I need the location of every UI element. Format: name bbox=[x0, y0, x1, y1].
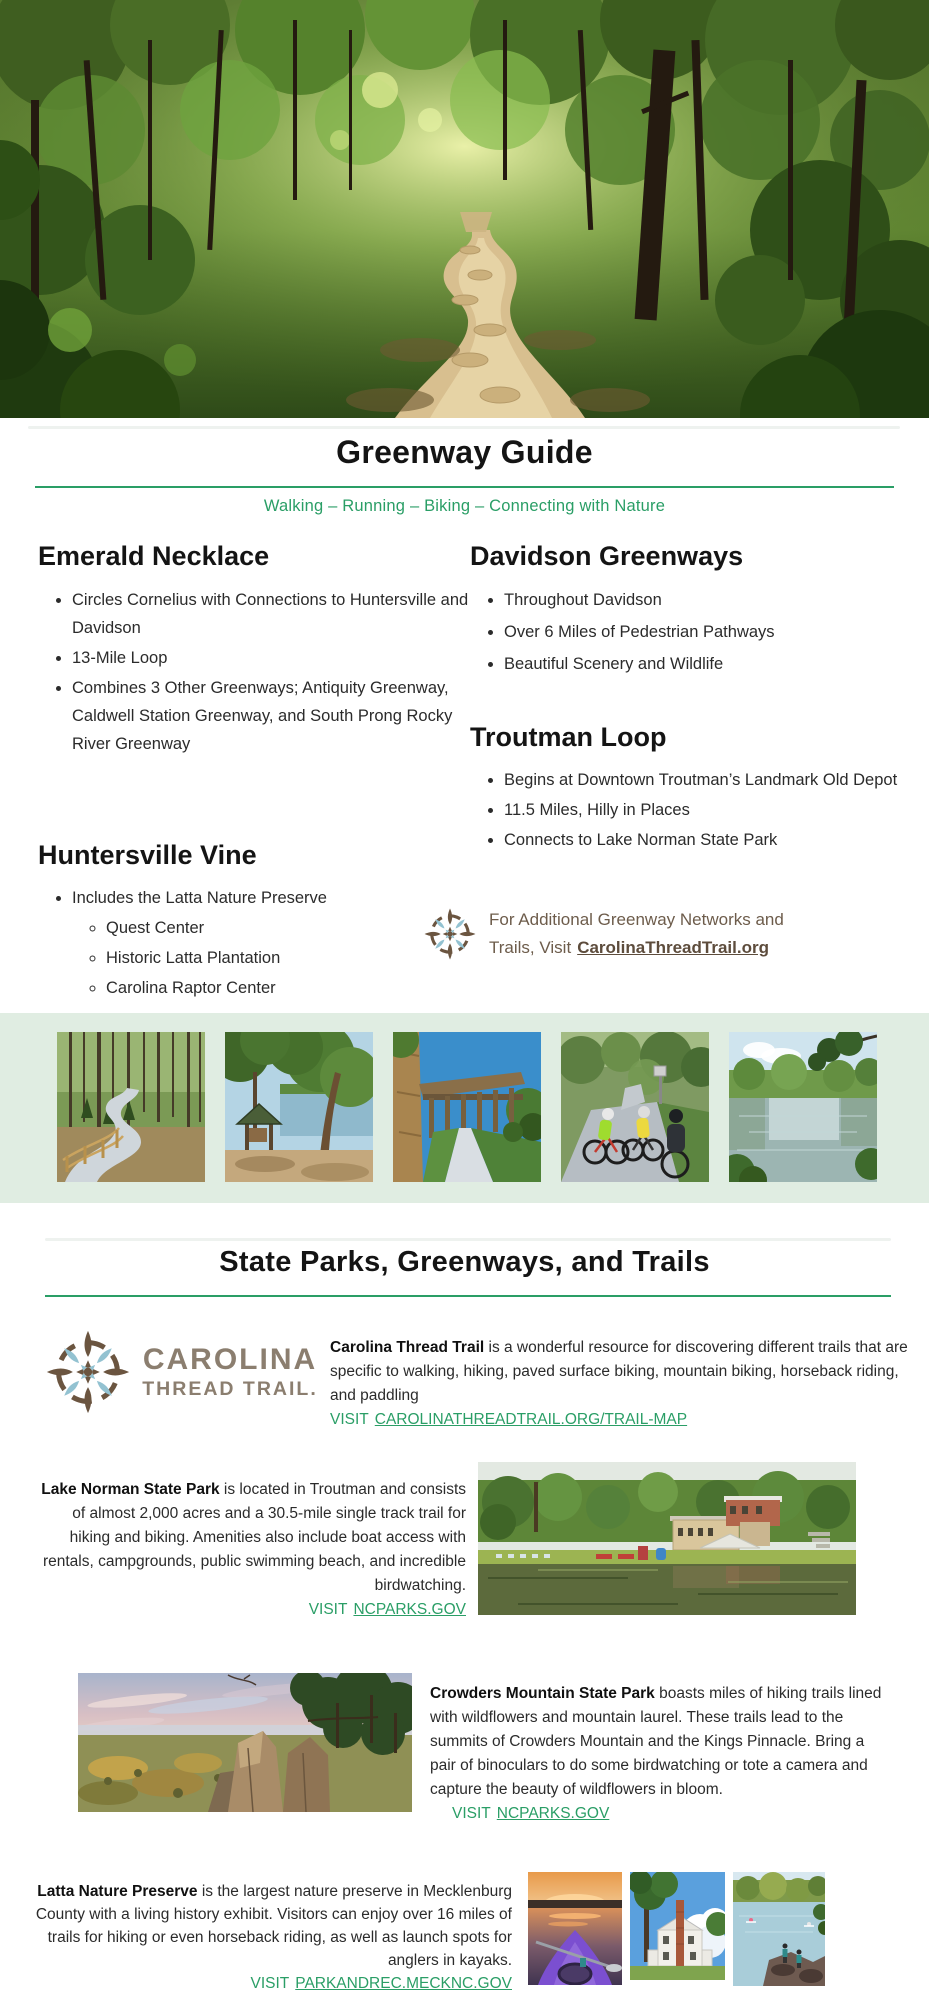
lake-norman-description bbox=[38, 1478, 466, 1622]
strip-photo-winding-trail bbox=[57, 1032, 205, 1182]
carolina-thread-trail-logo bbox=[46, 1330, 130, 1414]
troutman-loop-list bbox=[474, 766, 904, 856]
ncparks-link[interactable]: NCPARKS.GOV bbox=[496, 1805, 610, 1822]
carolina-thread-trail-logo-icon bbox=[424, 908, 476, 960]
strip-photo-cyclists bbox=[561, 1032, 709, 1182]
carolinathreadtrail-map-link[interactable]: CAROLINATHREADTRAIL.ORG/TRAIL-MAP bbox=[374, 1411, 688, 1428]
huntersville-vine-sublist bbox=[72, 914, 472, 1002]
note-line2-prefix: Trails, Visit bbox=[489, 938, 572, 957]
park-text: is a wonderful resource for discovering different trails that are specific to walking, hiking, paved surface biking, mountain biking, horseback riding, and paddling bbox=[330, 1339, 908, 1404]
ncparks-link[interactable]: NCPARKS.GOV bbox=[353, 1601, 466, 1618]
park-text: is the largest nature preserve in Mecklenburg County with a living history exhibit. Visitors can enjoy over 16 miles of trails for hiking or even horseback riding, as well as launch spots for anglers in kayaks. bbox=[35, 1883, 512, 1969]
divider bbox=[45, 1238, 891, 1241]
state-parks-title-wrap bbox=[0, 1246, 929, 1279]
bullet-item: • 11.5 Miles, Hilly in Places bbox=[504, 796, 904, 824]
park-name: Lake Norman State Park bbox=[41, 1481, 220, 1498]
visit-label: VISIT bbox=[250, 1975, 290, 1992]
latta-photo-lake-shore bbox=[733, 1872, 825, 1986]
bullet-item: • 13-Mile Loop bbox=[72, 644, 472, 672]
troutman-loop-title: Troutman Loop bbox=[470, 722, 667, 752]
emerald-necklace-list bbox=[42, 586, 472, 760]
davidson-greenways-list bbox=[474, 585, 904, 681]
page-subtitle: Walking – Running – Biking – Connecting with Nature bbox=[263, 497, 666, 515]
latta-description bbox=[30, 1880, 512, 1995]
visit-line bbox=[330, 1408, 908, 1432]
park-text: boasts miles of hiking trails lined with wildflowers and mountain laurel. These trails lead to the summits of Crowders Mountain and the Kings Pinnacle. Bring a pair of binoculars to do some birdwatching or tote a camera and capture the beauty of wildflowers in bloom. bbox=[430, 1685, 882, 1798]
bullet-item: • Connects to Lake Norman State Park bbox=[504, 826, 904, 854]
carolinathreadtrail-link[interactable]: CarolinaThreadTrail.org bbox=[577, 938, 769, 957]
note-line1: For Additional Greenway Networks and bbox=[489, 910, 784, 929]
carolina-thread-trail-description bbox=[330, 1336, 908, 1432]
park-name: Carolina Thread Trail bbox=[330, 1339, 485, 1356]
park-name: Latta Nature Preserve bbox=[37, 1883, 198, 1900]
wordmark-line2: THREAD TRAIL. bbox=[142, 1377, 318, 1400]
state-parks-underline bbox=[45, 1295, 891, 1297]
bullet-item: • Circles Cornelius with Connections to Huntersville and Davidson bbox=[72, 586, 472, 642]
davidson-greenways-title: Davidson Greenways bbox=[470, 541, 744, 571]
strip-photo-lake-view bbox=[729, 1032, 877, 1182]
park-text: is located in Troutman and consists of almost 2,000 acres and a 30.5-mile single track trail for hiking and biking. Amenities also include boat access with rentals, campgrounds, public swimming beach, and incredible birdwatching. bbox=[42, 1481, 466, 1594]
strip-photo-covered-bridge bbox=[393, 1032, 541, 1182]
hero-forest-trail-photo bbox=[0, 0, 929, 418]
note-line2 bbox=[489, 934, 784, 962]
note-text bbox=[489, 906, 784, 962]
sub-bullet-item: ◦ Historic Latta Plantation bbox=[106, 944, 472, 972]
parkandrec-link[interactable]: PARKANDREC.MECKNC.GOV bbox=[295, 1975, 512, 1992]
visit-line bbox=[452, 1805, 609, 1822]
lake-norman-photo bbox=[478, 1462, 856, 1615]
visit-line bbox=[38, 1598, 466, 1622]
park-name: Crowders Mountain State Park bbox=[430, 1685, 655, 1702]
latta-photo-historic-plantation bbox=[630, 1872, 725, 1980]
state-parks-title: State Parks, Greenways, and Trails bbox=[219, 1246, 710, 1278]
visit-label: VISIT bbox=[308, 1601, 348, 1618]
visit-line bbox=[30, 1972, 512, 1995]
wordmark-line1: CAROLINA bbox=[142, 1343, 318, 1376]
huntersville-vine-title: Huntersville Vine bbox=[38, 840, 257, 870]
bullet-item: • Throughout Davidson bbox=[504, 585, 904, 615]
bullet-item: • Combines 3 Other Greenways; Antiquity Greenway, Caldwell Station Greenway, and South Prong Rocky River Greenway bbox=[72, 674, 472, 758]
sub-bullet-item: ◦ Carolina Raptor Center bbox=[106, 974, 472, 1002]
title-underline bbox=[35, 486, 894, 488]
strip-photo-lakeside-kiosk bbox=[225, 1032, 373, 1182]
bullet-item: • Begins at Downtown Troutman’s Landmark Old Depot bbox=[504, 766, 904, 794]
carolina-thread-trail-note bbox=[424, 906, 904, 962]
page-title: Greenway Guide bbox=[336, 434, 593, 470]
bullet-item: • Beautiful Scenery and Wildlife bbox=[504, 649, 904, 679]
emerald-necklace-title: Emerald Necklace bbox=[38, 541, 270, 571]
bullet-item: • Over 6 Miles of Pedestrian Pathways bbox=[504, 617, 904, 647]
bullet-item: • Includes the Latta Nature Preserve bbox=[72, 884, 472, 912]
sub-bullet-item: ◦ Quest Center bbox=[106, 914, 472, 942]
latta-photo-kayak-sunset bbox=[528, 1872, 622, 1985]
crowders-mountain-photo bbox=[78, 1673, 412, 1812]
page-subtitle-wrap bbox=[0, 497, 929, 516]
huntersville-vine-list bbox=[42, 884, 472, 1004]
crowders-mountain-description bbox=[430, 1682, 882, 1826]
carolina-thread-trail-wordmark bbox=[134, 1344, 326, 1399]
page-title-wrap bbox=[0, 434, 929, 471]
visit-label: VISIT bbox=[330, 1411, 369, 1428]
visit-label: VISIT bbox=[452, 1805, 491, 1822]
divider bbox=[28, 426, 900, 429]
